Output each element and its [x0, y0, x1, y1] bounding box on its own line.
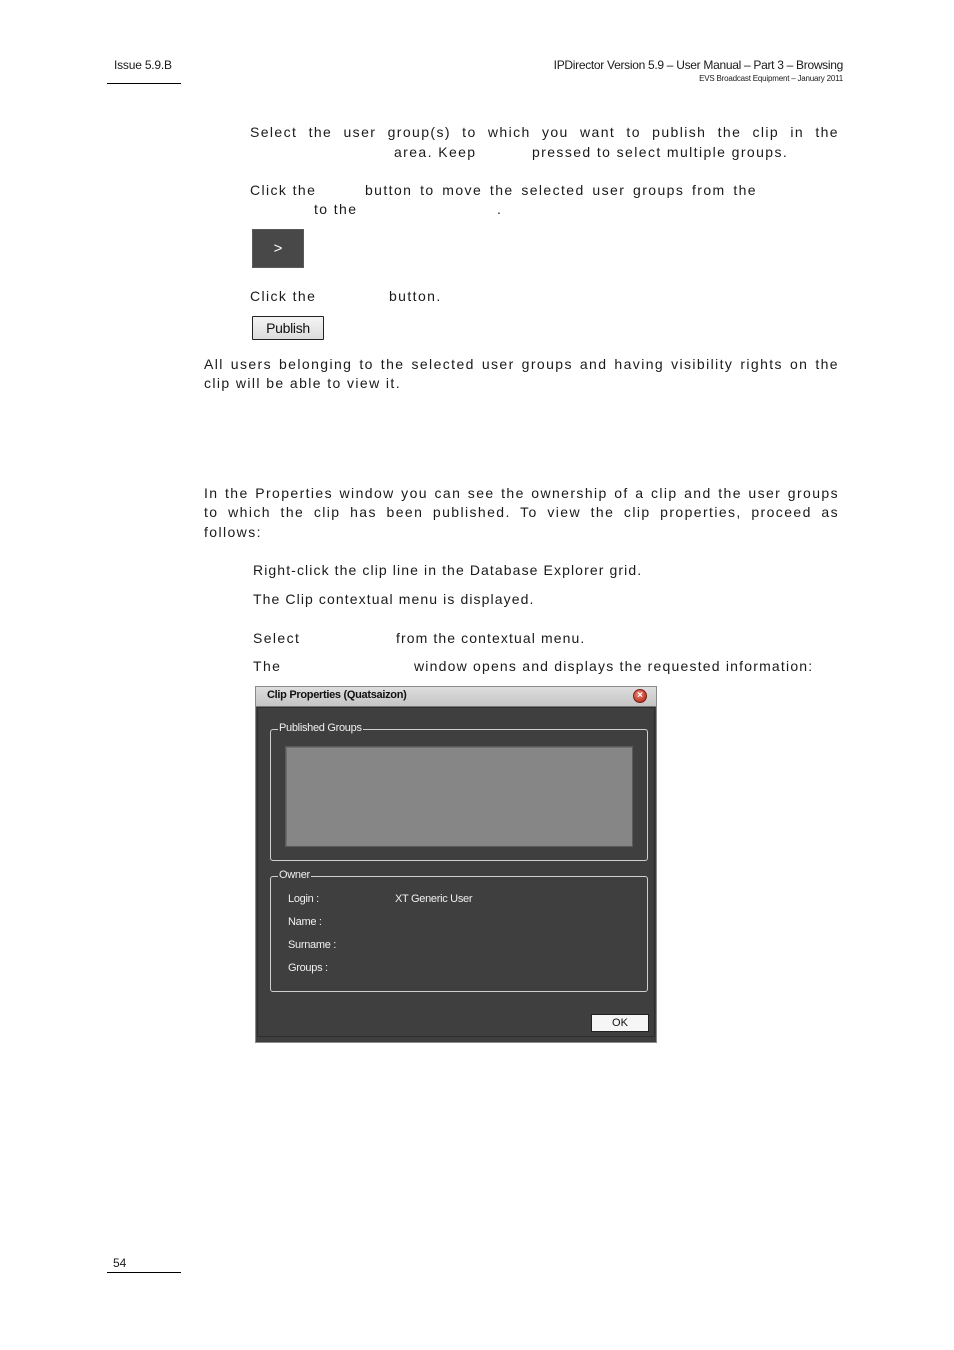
groups-label: Groups : [288, 962, 328, 974]
document-title: IPDirector Version 5.9 – User Manual – Part 3 – Browsing [553, 58, 843, 72]
header-rule [107, 83, 181, 84]
footer-rule [107, 1272, 181, 1273]
move-right-button[interactable]: > [252, 229, 304, 268]
login-label: Login : [288, 893, 319, 905]
procedure-step2-result-a: The [253, 658, 282, 674]
procedure-step1: Right-click the clip line in the Database Explorer grid. [253, 562, 643, 578]
published-groups-box [270, 729, 648, 861]
surname-label: Surname : [288, 939, 337, 951]
close-icon[interactable]: × [633, 689, 647, 703]
dialog-title-bar[interactable] [256, 687, 656, 707]
published-groups-list[interactable] [285, 746, 633, 847]
click-arrow-line1a: Click the [250, 182, 317, 198]
note-line2: clip will be able to view it. [204, 375, 401, 391]
properties-intro-line2: to which the clip has been published. To view the clip properties, proceed as [204, 504, 839, 520]
click-publish-a: Click the [250, 288, 317, 304]
published-groups-legend: Published Groups [279, 722, 362, 734]
owner-box [270, 876, 648, 992]
procedure-step2b: from the contextual menu. [396, 630, 586, 646]
dialog-title: Clip Properties (Quatsaizon) [267, 689, 407, 701]
ok-button[interactable]: OK [591, 1014, 649, 1032]
document-subtitle: EVS Broadcast Equipment – January 2011 [699, 74, 843, 83]
publish-button[interactable]: Publish [252, 316, 324, 340]
procedure-step2-result-b: window opens and displays the requested information: [414, 658, 814, 674]
select-groups-line2: area. Keep [394, 144, 477, 160]
note-line1: All users belonging to the selected user groups and having visibility rights on the [204, 356, 839, 372]
click-arrow-line1b: button to move the selected user groups from the [365, 182, 757, 198]
select-groups-line1: Select the user group(s) to which you want to publish the clip in the [250, 124, 839, 140]
click-publish-b: button. [389, 288, 442, 304]
procedure-step2a: Select [253, 630, 301, 646]
issue-label: Issue 5.9.B [114, 58, 172, 72]
select-groups-line2b: pressed to select multiple groups. [532, 144, 789, 160]
owner-legend: Owner [279, 869, 310, 881]
clip-properties-dialog [255, 686, 657, 1043]
properties-intro-line3: follows: [204, 524, 262, 540]
login-value: XT Generic User [395, 893, 473, 905]
page-number: 54 [113, 1256, 127, 1270]
name-label: Name : [288, 916, 322, 928]
dialog-body [257, 707, 655, 1037]
procedure-step1-result: The Clip contextual menu is displayed. [253, 591, 535, 607]
click-arrow-line2a: to the [314, 201, 358, 217]
properties-intro-line1: In the Properties window you can see the ownership of a clip and the user groups [204, 485, 839, 501]
click-arrow-line2b: . [497, 201, 503, 217]
